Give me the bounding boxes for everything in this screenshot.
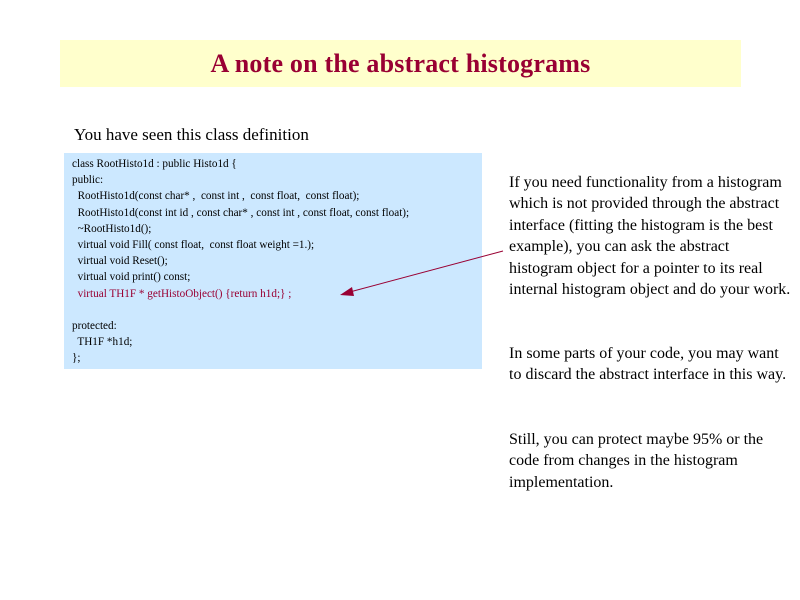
paragraph-discard: In some parts of your code, you may want to discard the abstract interface in this way. <box>509 345 787 384</box>
code-line: }; <box>72 352 81 365</box>
code-line: TH1F *h1d; <box>72 336 133 349</box>
code-line: virtual void print() const; <box>72 271 191 284</box>
title-banner <box>60 40 741 87</box>
code-block <box>64 153 482 369</box>
code-line: virtual void Reset(); <box>72 255 168 268</box>
paragraph-functionality: If you need functionality from a histogram which is not provided through the abstract interface (fitting the histogram is the best example), you can ask the abstract histogram object for a pointer to its real internal histogram object and do your work. <box>509 174 791 299</box>
code-line-highlighted: virtual TH1F * getHistoObject() {return h1d;} ; <box>72 287 292 300</box>
slide-title: A note on the abstract histograms <box>210 48 591 78</box>
code-line: RootHisto1d(const int id , const char* , const int , const float, const float); <box>72 206 410 219</box>
code-line: class RootHisto1d : public Histo1d { <box>72 158 237 170</box>
code-line: protected: <box>72 320 117 333</box>
code-line: RootHisto1d(const char* , const int , const float, const float); <box>72 190 360 203</box>
code-line: virtual void Fill( const float, const float weight =1.); <box>72 239 315 252</box>
code-blank-line <box>72 302 482 318</box>
code-line: ~RootHisto1d(); <box>72 222 152 235</box>
paragraph-protect: Still, you can protect maybe 95% or the code from changes in the histogram implementation. <box>509 431 764 491</box>
code-line: public: <box>72 174 104 187</box>
intro-text: You have seen this class definition <box>74 125 309 144</box>
